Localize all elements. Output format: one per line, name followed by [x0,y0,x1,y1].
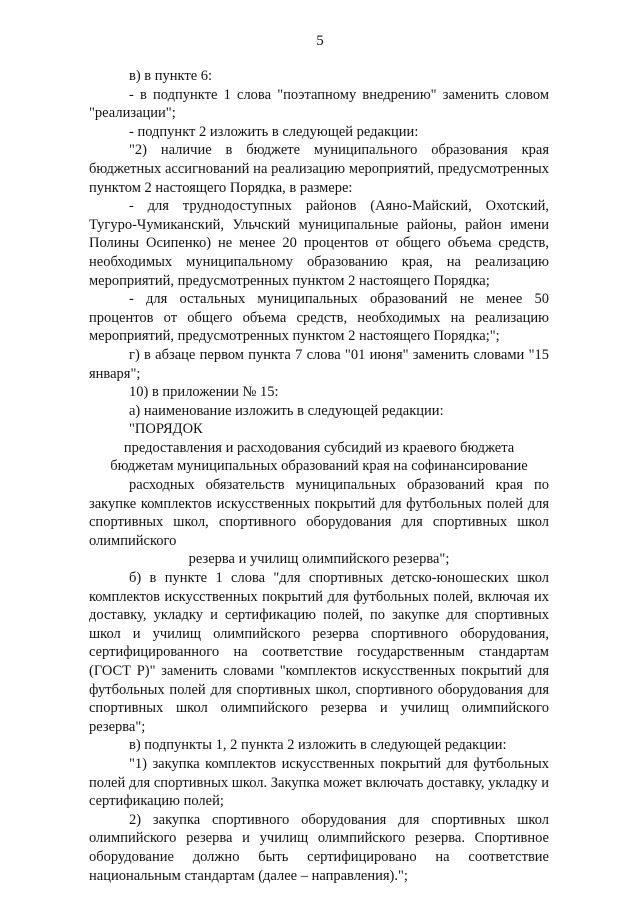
paragraph-remote-districts: - для труднодоступных районов (Аяно-Майский, Охотский, Тугуро-Чумиканский, Ульчский муниципальные районы, район имени Полины Осипенко) не менее 20 процентов от общего объема средств, необходимых муниципальному образованию края, на реализацию мероприятий, предусмотренных пунктом 2 настоящего Порядка; [89,198,549,289]
page-number: 5 [316,33,324,49]
paragraph-subpoint-2-restate: - подпункт 2 изложить в следующей редакции: [129,123,419,140]
paragraph-subpoint-1-purchase: "1) закупка комплектов искусственных покрытий для футбольных полей для спортивных школ. Закупка может включать доставку, укладку и сертификацию полей; [89,755,549,810]
procedure-title-line-4: резерва и училищ олимпийского резерва"; [188,551,450,568]
paragraph-item-a-title: а) наименование изложить в следующей редакции: [129,402,444,419]
paragraph-subpoint-2-purchase: 2) закупка спортивного оборудования для спортивных школ олимпийского резерва и училищ олимпийского резерва. Спортивное оборудование должно быть сертифицировано на соответствие национальным стандартам (далее – направления)."; [89,811,549,884]
paragraph-appendix-15: 10) в приложении № 15: [129,384,279,401]
paragraph-item-b-point-1: б) в пункте 1 слова "для спортивных детско-юношеских школ комплектов искусственных покрытий для футбольных полей, включая их доставку, укладку и сертификацию полей, по закупке для спортивных школ и училищ олимпийского резерва спортивного оборудования, сертифицированного на соответствие государственным стандартам (ГОСТ Р)" заменить словами "комплектов искусственных покрытий для футбольных полей для спортивных школ, спортивного оборудования для спортивных школ олимпийского резерва и училищ олимпийского резерва"; [89,570,549,735]
procedure-title-line-1: предоставления и расходования субсидий из краевого бюджета [123,439,515,456]
procedure-title-line-2: бюджетам муниципальных образований края на софинансирование [110,458,528,475]
procedure-heading: "ПОРЯДОК [129,421,203,438]
document-body [89,67,549,885]
paragraph-item-v-point-6: в) в пункте 6: [129,68,213,84]
paragraph-budget-allocations: "2) наличие в бюджете муниципального образования края бюджетных ассигнований на реализацию мероприятий, предусмотренных пунктом 2 настоящего Порядка, в размере: [89,142,549,196]
paragraph-other-municipalities: - для остальных муниципальных образований не менее 50 процентов от общего объема средств, необходимых на реализацию мероприятий, предусмотренных пунктом 2 настоящего Порядка;"; [89,291,549,345]
paragraph-item-g-point-7: г) в абзаце первом пункта 7 слова "01 июня" заменить словами "15 января"; [89,346,549,382]
procedure-title-line-3: расходных обязательств муниципальных образований края по закупке комплектов искусственных покрытий для футбольных полей для спортивных школ, спортивного оборудования для спортивных школ олимпийского [89,477,549,549]
paragraph-item-v-point-2: в) подпункты 1, 2 пункта 2 изложить в следующей редакции: [129,737,507,754]
paragraph-subpoint-1-replace: - в подпункте 1 слова "поэтапному внедрению" заменить словом "реализации"; [89,86,549,122]
